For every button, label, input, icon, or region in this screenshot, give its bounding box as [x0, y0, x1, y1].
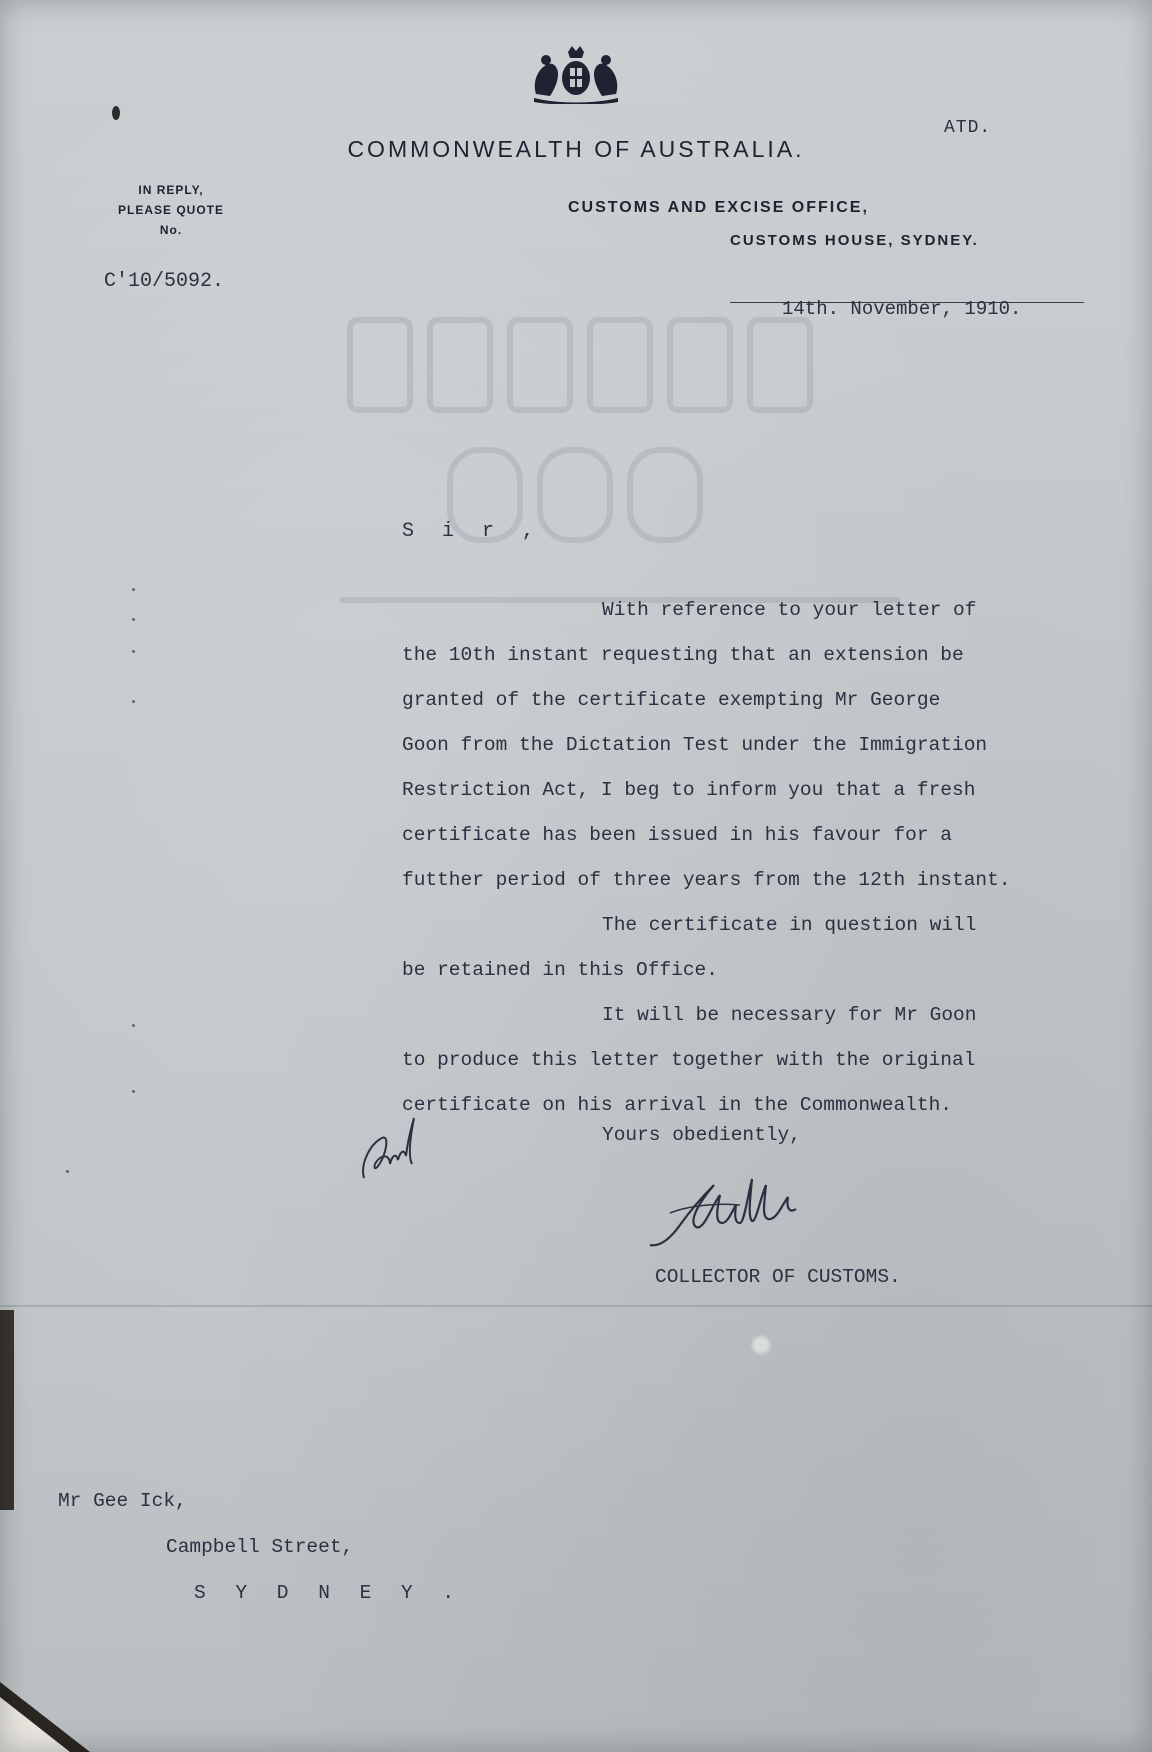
margin-speck [132, 1090, 135, 1093]
margin-speck [132, 700, 135, 703]
body-line: to produce this letter together with the original [402, 1049, 976, 1071]
scan-edge [0, 1310, 14, 1510]
body-line: Restriction Act, I beg to inform you that a fresh [402, 779, 976, 801]
body-line: futther period of three years from the 12th instant. [402, 869, 1011, 891]
body-line: It will be necessary for Mr Goon [602, 1004, 977, 1026]
filing-mark: ATD. [944, 118, 992, 138]
margin-speck [132, 1024, 135, 1027]
letter-body [402, 588, 1122, 1128]
office-address: CUSTOMS HOUSE, SYDNEY. [730, 232, 979, 249]
addressee-name: Mr Gee Ick, [58, 1490, 187, 1512]
letterhead-title: COMMONWEALTH OF AUSTRALIA. [347, 136, 805, 162]
closing: Yours obediently, [602, 1124, 801, 1146]
addressee-street: Campbell Street, [166, 1536, 354, 1558]
margin-speck [112, 106, 120, 120]
signatory-title: COLLECTOR OF CUSTOMS. [655, 1266, 901, 1288]
margin-speck [66, 1170, 69, 1173]
reply-instruction [96, 180, 246, 240]
corner-underlay [0, 1697, 70, 1752]
body-line: certificate on his arrival in the Commonwealth. [402, 1094, 952, 1116]
office-name: CUSTOMS AND EXCISE OFFICE, [568, 199, 869, 216]
addressee-city: S Y D N E Y . [194, 1582, 464, 1604]
signature-mark [640, 1165, 840, 1255]
body-line: With reference to your letter of [602, 599, 977, 621]
body-line: The certificate in question will [602, 914, 977, 936]
body-line: the 10th instant requesting that an extension be [402, 644, 964, 666]
body-line: be retained in this Office. [402, 959, 718, 981]
reply-line: IN REPLY, [138, 183, 204, 197]
margin-speck [132, 618, 135, 621]
punch-hole [750, 1334, 772, 1356]
body-line: granted of the certificate exempting Mr George [402, 689, 941, 711]
salutation: S i r , [402, 520, 543, 543]
reply-line: No. [159, 223, 183, 237]
body-line: certificate has been issued in his favour for a [402, 824, 952, 846]
letter-date: 14th. November, 1910. [782, 298, 1022, 320]
margin-speck [132, 650, 135, 653]
coat-of-arms-icon [528, 42, 624, 104]
body-line: Goon from the Dictation Test under the Immigration [402, 734, 988, 756]
reference-number: C'10/5092. [104, 270, 225, 293]
fold-line [0, 1305, 1152, 1307]
margin-speck [132, 588, 135, 591]
initials-mark [356, 1108, 426, 1188]
reply-line: PLEASE QUOTE [117, 203, 224, 217]
